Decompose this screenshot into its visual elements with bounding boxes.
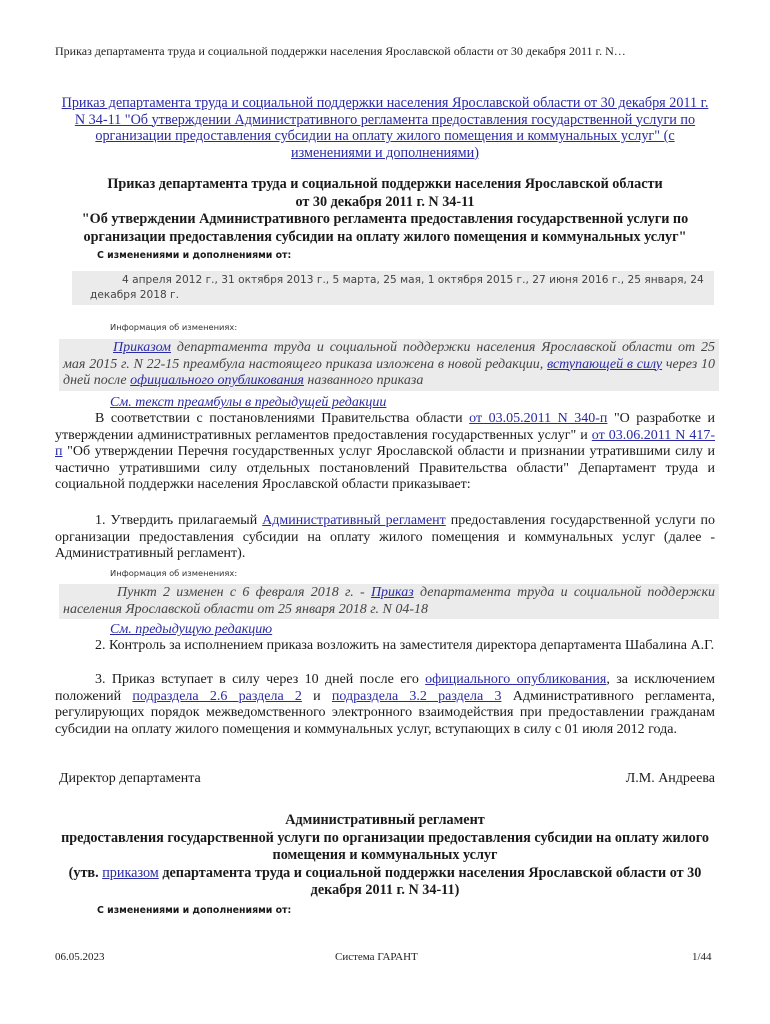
see-preamble-link-wrap[interactable] xyxy=(110,395,510,411)
note1-text: департамента труда и социальной поддержки населения Ярославской области от 25 мая 2015 г. N 22-15 преамбула настоящего приказа изложена в новой редакции, xyxy=(63,340,715,372)
item-2-paragraph: 2. Контроль за исполнением приказа возложить на заместителя директора департамента Шабалина А.Г. xyxy=(95,638,715,653)
regulation-title xyxy=(55,812,715,900)
footer-system: Система ГАРАНТ xyxy=(335,951,418,963)
note1-text3: названного приказа xyxy=(303,373,424,388)
subsection-2-6-link[interactable]: подраздела 2.6 раздела 2 xyxy=(132,688,302,704)
reg-approval-order-link[interactable]: приказом xyxy=(102,864,159,881)
reg-title-line2: предоставления государственной услуги по организации предоставления субсидии на оплату жилого помещения и коммунальных услуг xyxy=(61,829,709,863)
note2-text1: Пункт 2 изменен с 6 февраля 2018 г. - xyxy=(117,585,371,600)
note1-order-link[interactable]: Приказом xyxy=(113,340,171,355)
doc-title-line3: "Об утверждении Административного регламента предоставления государственной услуги по организации предоставления субсидии на оплату жилого помещения и коммунальных услуг" xyxy=(81,211,689,245)
change-note-2 xyxy=(59,584,719,619)
item3-text1: 3. Приказ вступает в силу через 10 дней после его xyxy=(95,672,426,687)
item3-text2: , за исключением положений xyxy=(55,672,716,704)
item-3-paragraph xyxy=(55,672,715,738)
title-link-text[interactable]: Приказ департамента труда и социальной поддержки населения Ярославской области от 30 декабря 2011 г. N 34-11 "Об утверждении Административного регламента предоставления государственной услуги по организации предоставления субсидии на оплату жилого помещения и коммунальных услуг" (с изменениями и дополнениями) xyxy=(61,95,709,161)
change-note-1 xyxy=(59,339,719,391)
changes-dates-box xyxy=(72,271,714,305)
note1-effect-link[interactable]: вступающей в силу xyxy=(547,356,663,372)
signature-name: Л.М. Андреева xyxy=(625,771,715,786)
item3-publication-link[interactable]: официального опубликования xyxy=(425,672,607,687)
info-label-1: Информация об изменениях: xyxy=(110,322,238,332)
note1-text2: через 10 дней после xyxy=(63,356,715,388)
changes-dates: 4 апреля 2012 г., 31 октября 2013 г., 5 марта, 25 мая, 1 октября 2015 г., 27 июня 2016 г., 25 января, 24 декабря 2018 г. xyxy=(90,274,704,301)
reg-title-line1: Административный регламент xyxy=(285,812,485,828)
item-1-paragraph xyxy=(55,513,715,563)
admin-regulation-link[interactable]: Административный регламент xyxy=(262,513,446,528)
see-prev-link[interactable]: См. предыдущую редакцию xyxy=(110,622,273,637)
item3-text3: и xyxy=(301,688,332,704)
signature-position: Директор департамента xyxy=(59,771,201,786)
preamble-text3: "Об утверждении Перечня государственных услуг Ярославской области и признании утратившими силу и частично утратившими силу отдельных постановлений Правительства области" Департамент труда и социальной поддержки населения Ярославской области приказывает: xyxy=(55,444,715,492)
resolution-340-link[interactable]: от 03.05.2011 N 340-п xyxy=(469,411,608,426)
item1-text2: предоставления государственной услуги по организации предоставления субсидии на оплату жилого помещения и коммунальных услуг (далее - Административный регламент). xyxy=(55,513,715,561)
reg-title-line3a: (утв. xyxy=(68,864,103,881)
see-prev-link-wrap[interactable] xyxy=(110,622,510,638)
reg-title-line3b: департамента труда и социальной поддержки населения Ярославской области от 30 декабря 2011 г. N 34-11) xyxy=(158,864,702,898)
preamble-text1: В соответствии с постановлениями Правительства области xyxy=(95,411,470,426)
see-preamble-link[interactable]: См. текст преамбулы в предыдущей редакции xyxy=(110,395,387,410)
footer-date: 06.05.2023 xyxy=(55,951,105,963)
note1-publication-link[interactable]: официального опубликования xyxy=(130,373,304,388)
running-header: Приказ департамента труда и социальной поддержки населения Ярославской области от 30 декабря 2011 г. N… xyxy=(55,44,626,58)
doc-title-line1: Приказ департамента труда и социальной поддержки населения Ярославской области xyxy=(107,176,663,192)
changes-label: С изменениями и дополнениями от: xyxy=(97,250,292,261)
reg-title-line3 xyxy=(55,865,715,900)
preamble-paragraph xyxy=(55,411,715,494)
note2-text2: департамента труда и социальной поддержки населения Ярославской области от 25 января 2018 г. N 04-18 xyxy=(63,585,715,617)
preamble-text2: "О разработке и утверждении административных регламентов предоставления государственных услуг" и xyxy=(55,411,716,443)
note2-order-link[interactable]: Приказ xyxy=(370,585,414,600)
document-title xyxy=(55,176,715,246)
item1-text1: 1. Утвердить прилагаемый xyxy=(95,513,263,528)
resolution-417-link[interactable]: от 03.06.2011 N 417-п xyxy=(55,427,715,459)
footer-page-number: 1/44 xyxy=(692,951,712,963)
info-label-2: Информация об изменениях: xyxy=(110,568,238,578)
item3-text4: Административного регламента, регулирующих порядок межведомственного электронного взаимодействия при предоставлении гражданам субсидии на оплату жилого помещения и коммунальных услуг, вступающих в силу с 01 июля 2012 года. xyxy=(55,688,715,737)
doc-title-line2: от 30 декабря 2011 г. N 34-11 xyxy=(295,193,475,210)
subsection-3-2-link[interactable]: подраздела 3.2 раздела 3 xyxy=(331,688,502,704)
changes-label-2: С изменениями и дополнениями от: xyxy=(97,905,292,916)
document-title-link[interactable] xyxy=(55,95,715,161)
